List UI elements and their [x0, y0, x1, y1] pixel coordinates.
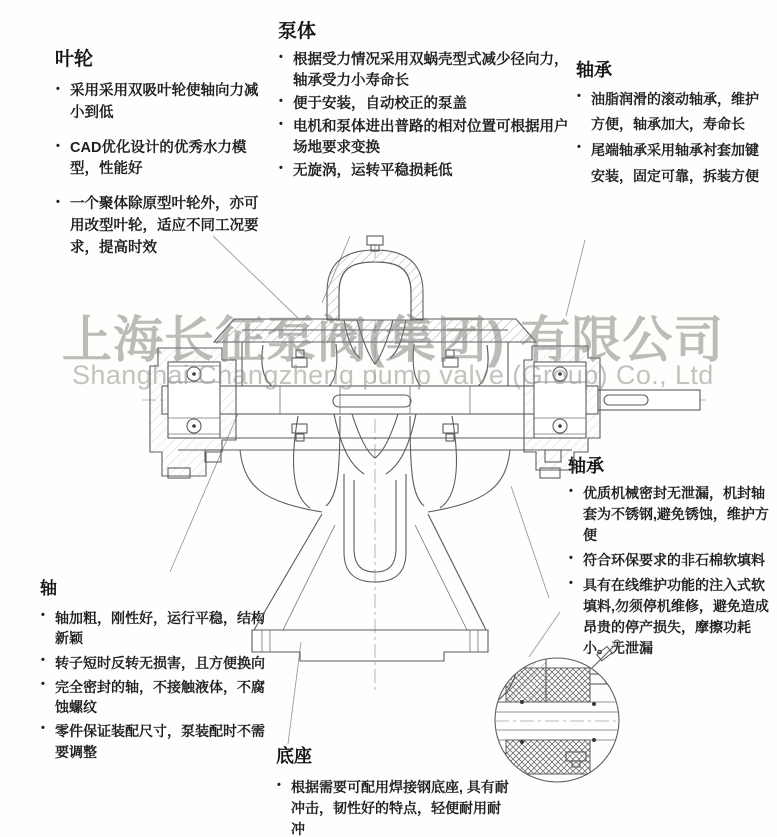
- watermark-company-en: Shanghai Changzheng pump valve (Group) Co., Ltd: [72, 360, 714, 390]
- watermark-company-cn: 上海长征泵阀(集团) 有限公司: [62, 312, 725, 368]
- feature-item: • 尾端轴承采用轴承衬套加键安装，固定可靠，拆装方便: [576, 138, 768, 188]
- casing-top-flange: [214, 319, 536, 342]
- bearing-right: [524, 346, 600, 478]
- feature-item: • 轴加粗，刚性好，运行平稳，结构新颖: [40, 608, 270, 649]
- feature-item: • 采用采用双吸叶轮使轴向力减小到低: [55, 81, 269, 125]
- pump-shaft: [162, 386, 700, 414]
- section-title-seal: 轴承: [568, 456, 604, 476]
- feature-item: • 根据受力情况采用双蜗壳型式减少径向力，轴承受力小寿命长: [278, 50, 580, 92]
- section-title-shaft: 轴: [40, 579, 57, 598]
- feature-list-pump-body: [278, 50, 580, 182]
- feature-item: • 零件保证装配尺寸，泵装配时不需要调整: [40, 721, 270, 762]
- section-title-pump-body: 泵体: [278, 21, 317, 42]
- bearing-left: [150, 348, 236, 478]
- feature-item: • 一个聚体除原型叶轮外，亦可用改型叶轮，适应不同工况要求，提高时效: [55, 194, 269, 259]
- section-bearing-top: [576, 56, 768, 190]
- feature-item: • 无旋涡，运转平稳损耗低: [278, 161, 580, 182]
- seal-detail-inset: [495, 640, 620, 782]
- feature-list-bearing-top: [576, 87, 768, 189]
- feature-item: • CAD优化设计的优秀水力模型，性能好: [55, 138, 269, 182]
- feature-item: • 油脂润滑的滚动轴承，维护方便，轴承加大，寿命长: [576, 87, 768, 137]
- feature-item: • 根据需要可配用焊接钢底座, 具有耐冲击，韧性好的特点，轻便耐用耐冲: [276, 777, 514, 837]
- feature-item: • 优质机械密封无泄漏，机封轴套为不锈钢,避免锈蚀，维护方便: [568, 483, 776, 546]
- feature-item: • 转子短时反转无损害，且方便换向: [40, 653, 270, 673]
- feature-item: • 电机和泵体进出普路的相对位置可根据用户场地要求变换: [278, 117, 580, 159]
- feature-item: • 便于安装，自动校正的泵盖: [278, 94, 580, 115]
- center-lines: [142, 244, 708, 694]
- feature-item: • 完全密封的轴，不接触液体，不腐蚀螺纹: [40, 677, 270, 718]
- section-title-impeller: 叶轮: [55, 49, 94, 70]
- pedestal-base: [252, 514, 488, 661]
- pump-cross-section-diagram: [0, 228, 777, 837]
- section-pump-body: [278, 16, 580, 184]
- section-title-bearing-top: 轴承: [576, 60, 612, 80]
- section-title-base: 底座: [276, 746, 312, 766]
- feature-item: • 符合环保要求的非石棉软填料: [568, 550, 776, 571]
- feature-item: • 具有在线维护功能的注入式软填料,勿须停机维修，避免造成昂贵的停产损失，摩擦功耗小。无泄漏: [568, 575, 776, 659]
